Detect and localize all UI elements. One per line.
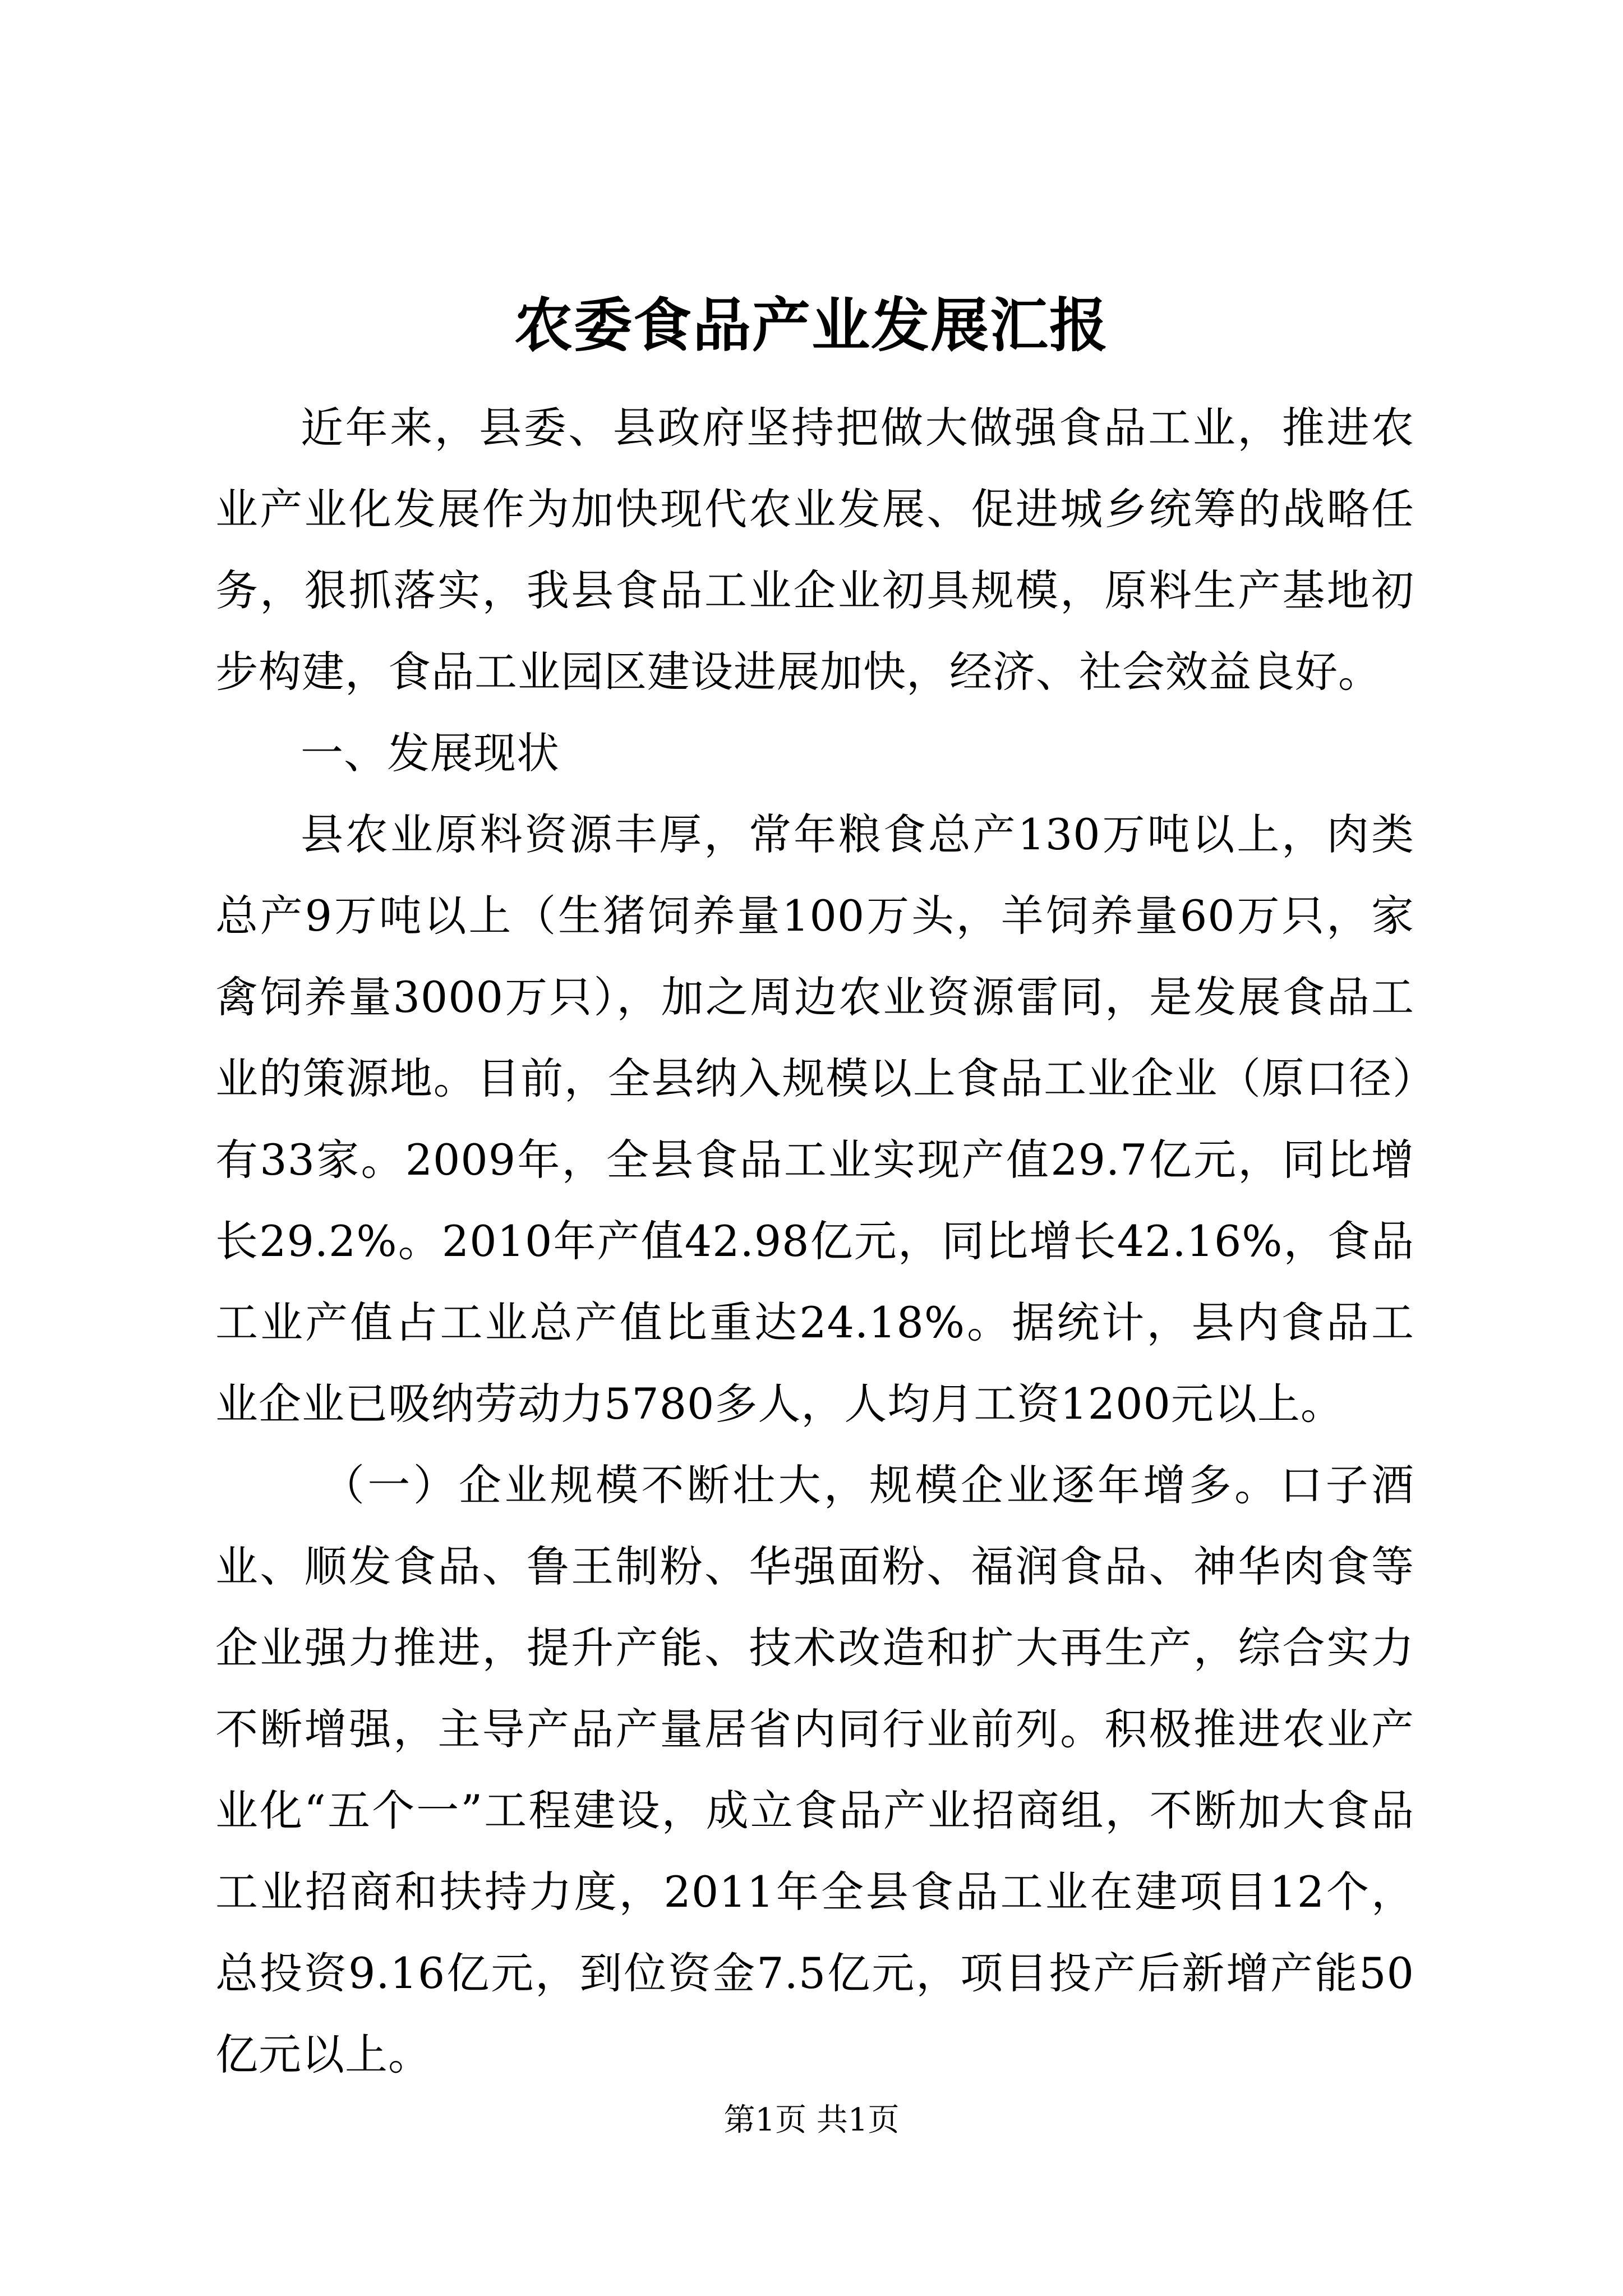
document-title: 农委食品产业发展汇报 <box>514 291 1109 360</box>
document-body <box>215 387 1414 2095</box>
status-paragraph: 县农业原料资源丰厚，常年粮食总产130万吨以上，肉类总产9万吨以上（生猪饲养量100万头，羊饲养量60万只，家禽饲养量3000万只），加之周边农业资源雷同，是发展食品工业的策源地。目前，全县纳入规模以上食品工业企业（原口径）有33家。2009年，全县食品工业实现产值29.7亿元，同比增长29.2%。2010年产值42.98亿元，同比增长42.16%，食品工业产值占工业总产值比重达24.18%。据统计，县内食品工业企业已吸纳劳动力5780多人，人均月工资1200元以上。 <box>215 809 1414 1429</box>
enterprise-scale-paragraph: （一）企业规模不断壮大，规模企业逐年增多。口子酒业、顺发食品、鲁王制粉、华强面粉、福润食品、神华肉食等企业强力推进，提升产能、技术改造和扩大再生产，综合实力不断增强，主导产品产量居省内同行业前列。积极推进农业产业化“五个一”工程建设，成立食品产业招商组，不断加大食品工业招商和扶持力度，2011年全县食品工业在建项目12个，总投资9.16亿元，到位资金7.5亿元，项目投产后新增产能50亿元以上。 <box>215 1460 1414 2079</box>
intro-paragraph: 近年来，县委、县政府坚持把做大做强食品工业，推进农业产业化发展作为加快现代农业发展、促进城乡统筹的战略任务，狠抓落实，我县食品工业企业初具规模，原料生产基地初步构建，食品工业园区建设进展加快，经济、社会效益良好。 <box>215 403 1414 697</box>
section-heading: 一、发展现状 <box>301 728 560 778</box>
page-number-footer: 第1页 共1页 <box>723 2102 900 2138</box>
